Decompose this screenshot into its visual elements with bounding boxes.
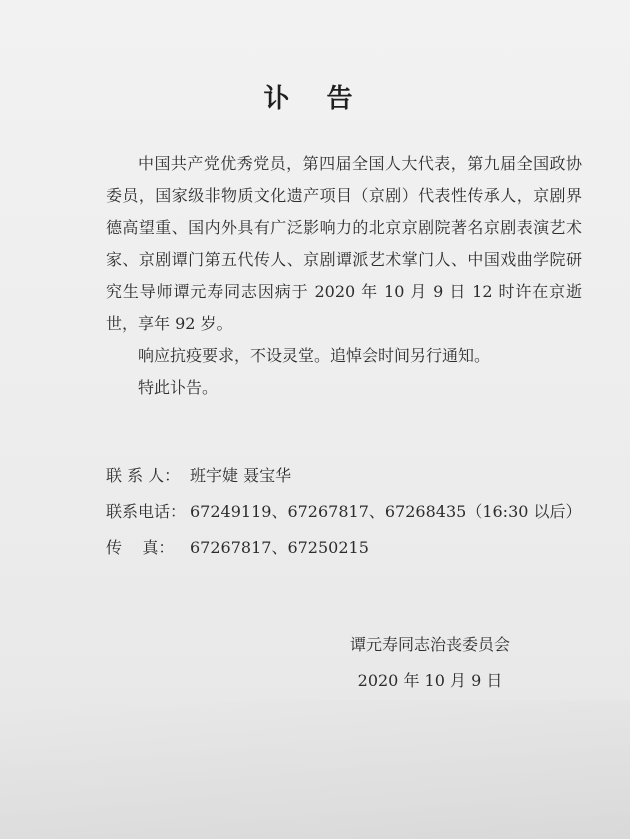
contact-phone-value: 67249119、67267817、67268435（16:30 以后）	[190, 502, 582, 521]
paper-shadow	[0, 700, 630, 839]
contact-phone-row	[106, 494, 606, 530]
contact-block	[106, 458, 606, 566]
closing-paragraph: 特此讣告。	[138, 378, 219, 397]
funeral-notice-paragraph: 响应抗疫要求，不设灵堂。追悼会时间另行通知。	[138, 346, 491, 365]
contact-fax-row	[106, 530, 606, 566]
contact-person-value: 班宇婕 聂宝华	[190, 466, 292, 485]
page-title: 讣 告	[263, 84, 367, 114]
announcement-paragraph: 中国共产党优秀党员，第四届全国人大代表，第九届全国政协委员，国家级非物质文化遗产项目（京剧）代表性传承人，京剧界德高望重、国内外具有广泛影响力的北京京剧院著名京剧表演艺术家、京剧谭门第五代传人、京剧谭派艺术掌门人、中国戏曲学院研究生导师谭元寿同志因病于 2020 年 10 月 9 日 12 时许在京逝世，享年 92 岁。	[106, 154, 582, 333]
signature-org: 谭元寿同志治丧委员会	[349, 635, 510, 654]
contact-fax-label: 传 真：	[106, 538, 175, 557]
contact-fax-value: 67267817、67250215	[190, 538, 369, 557]
contact-person-row	[106, 458, 606, 494]
signature-block	[300, 627, 560, 699]
contact-person-label: 联 系 人：	[106, 466, 181, 485]
signature-date: 2020 年 10 月 9 日	[357, 671, 503, 690]
obituary-body	[106, 148, 582, 404]
contact-phone-label: 联系电话：	[106, 502, 187, 521]
